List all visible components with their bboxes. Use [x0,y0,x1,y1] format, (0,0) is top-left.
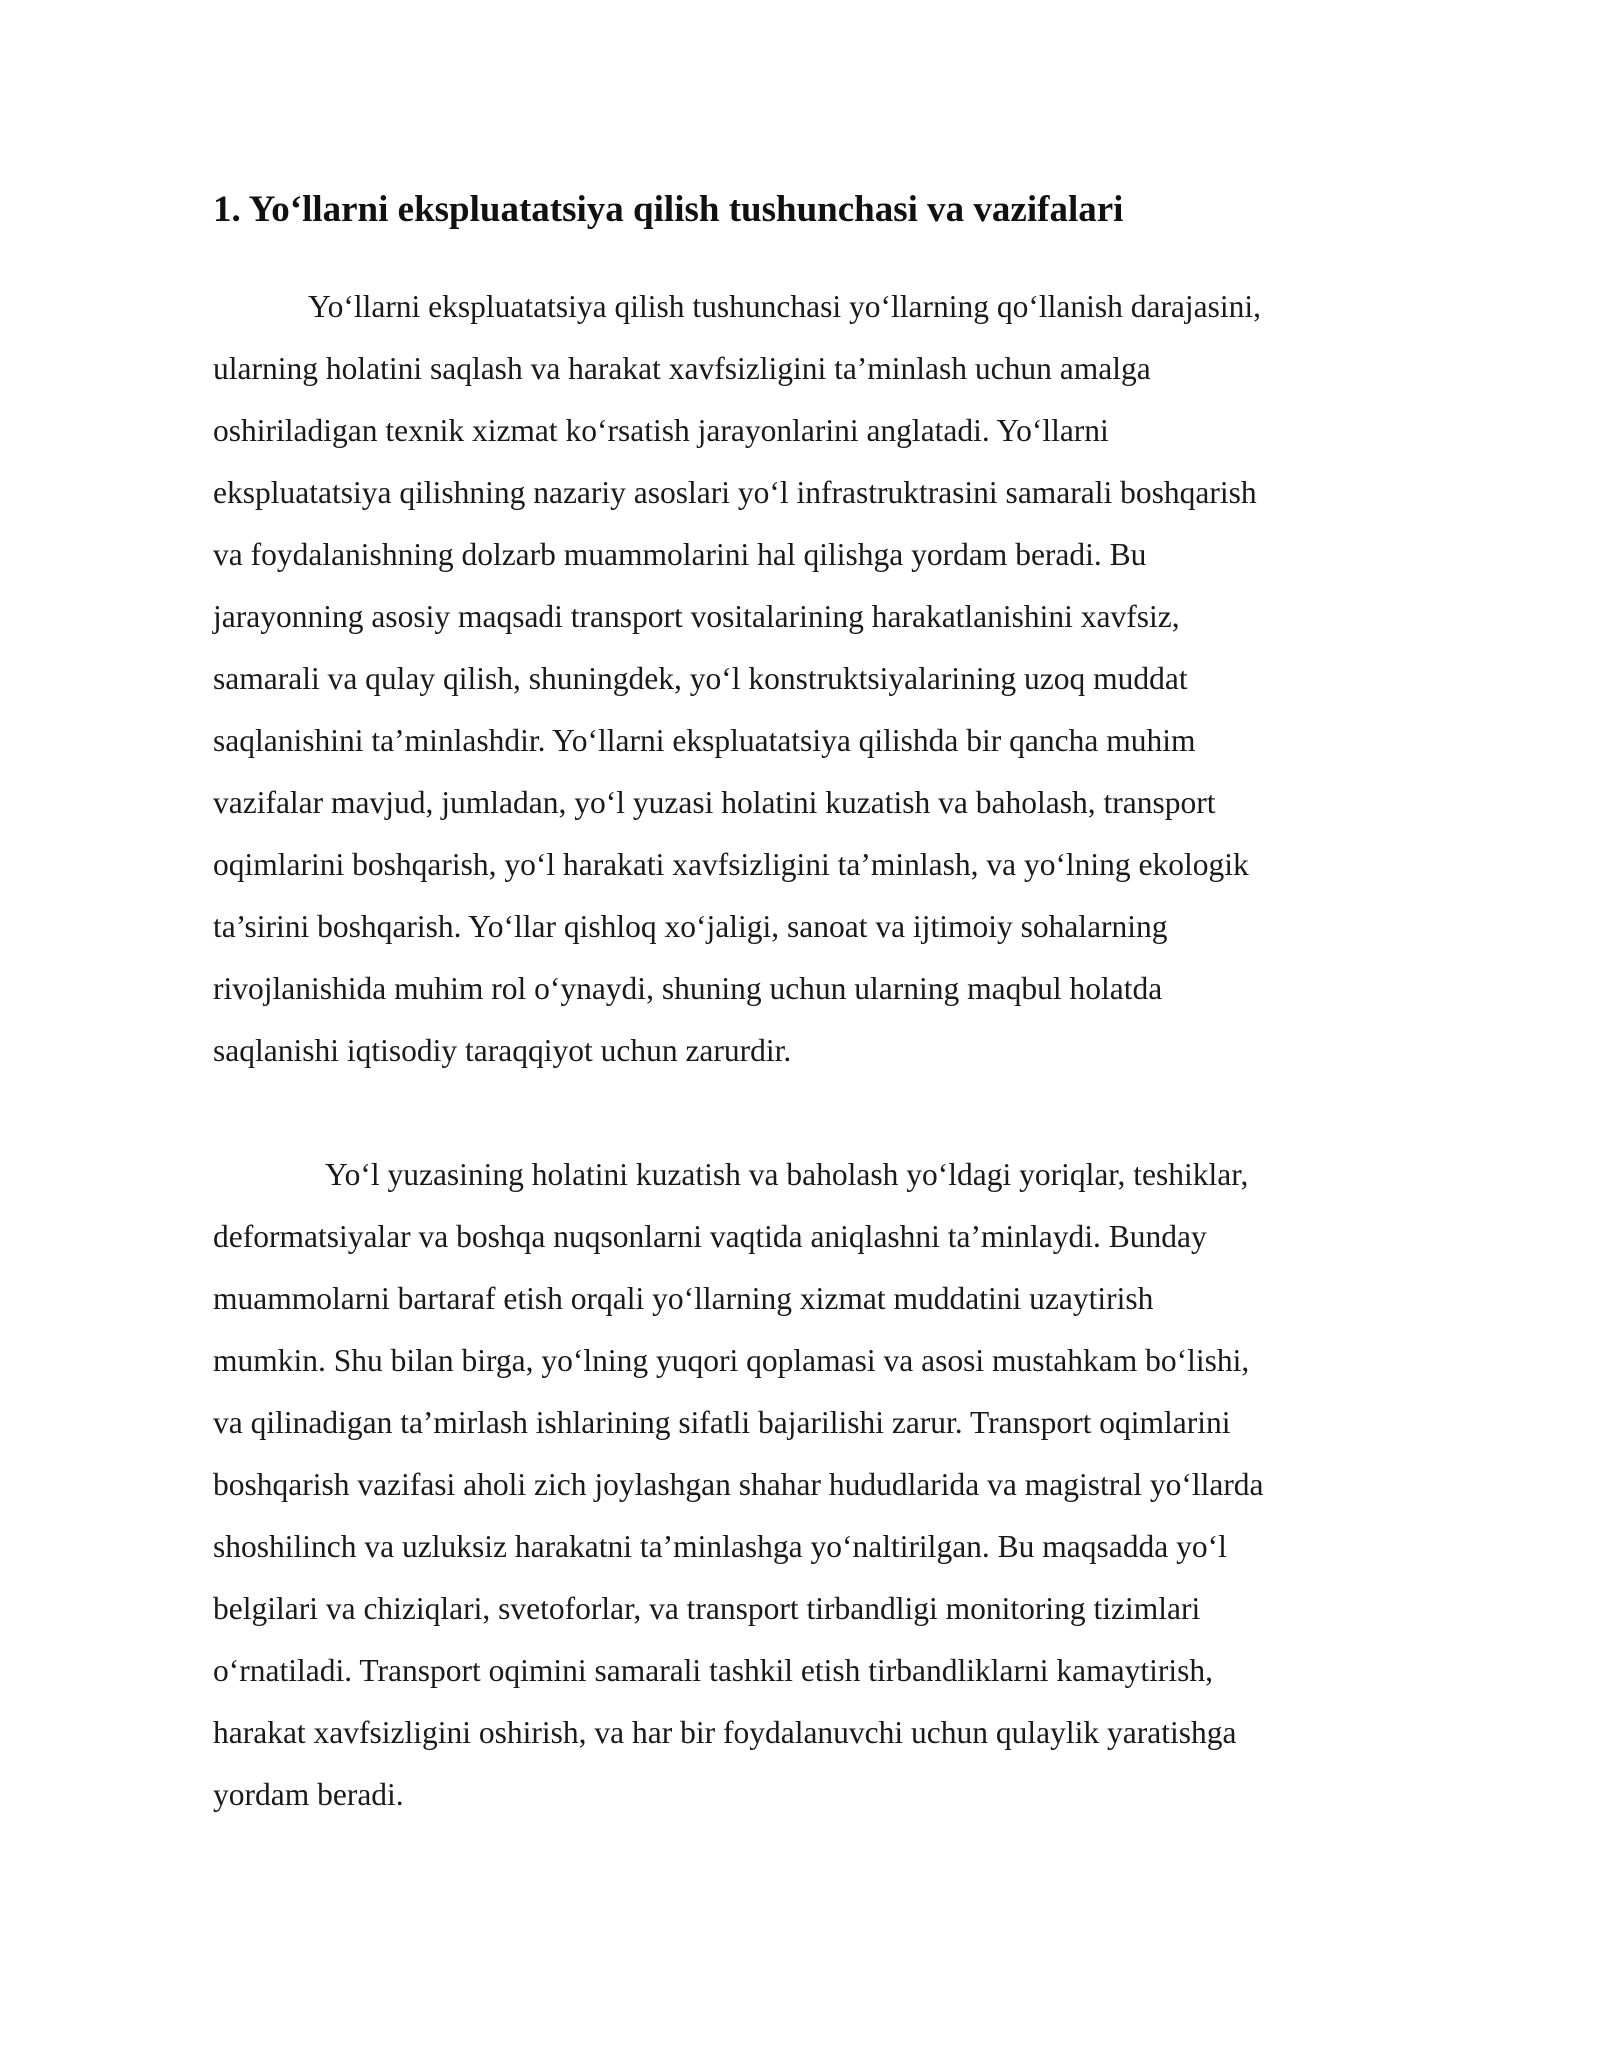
paragraph-line: ta’sirini boshqarish. Yo‘llar qishloq xo‘jaligi, sanoat va ijtimoiy sohalarning [213,909,1168,944]
paragraph-line: saqlanishini ta’minlashdir. Yo‘llarni ekspluatatsiya qilishda bir qancha muhim [213,723,1196,758]
paragraph-line: rivojlanishida muhim rol o‘ynaydi, shuning uchun ularning maqbul holatda [213,971,1163,1006]
paragraph-line: va foydalanishning dolzarb muammolarini hal qilishga yordam beradi. Bu [213,537,1147,572]
paragraph-line: harakat xavfsizligini oshirish, va har bir foydalanuvchi uchun qulaylik yaratishga [213,1715,1237,1750]
paragraph-line: Yo‘llarni ekspluatatsiya qilish tushunchasi yo‘llarning qo‘llanish darajasini, [308,289,1262,324]
paragraph-line: vazifalar mavjud, jumladan, yo‘l yuzasi holatini kuzatish va baholash, transport [213,785,1216,820]
paragraph-line: jarayonning asosiy maqsadi transport vositalarining harakatlanishini xavfsiz, [213,599,1180,634]
paragraph-line: oshiriladigan texnik xizmat ko‘rsatish jarayonlarini anglatadi. Yo‘llarni [213,413,1109,448]
paragraph-line: mumkin. Shu bilan birga, yo‘lning yuqori qoplamasi va asosi mustahkam bo‘lishi, [213,1343,1250,1378]
paragraph-line: samarali va qulay qilish, shuningdek, yo‘l konstruktsiyalarining uzoq muddat [213,661,1188,696]
paragraph-line: oqimlarini boshqarish, yo‘l harakati xavfsizligini ta’minlash, va yo‘lning ekologik [213,847,1249,882]
paragraph-line: belgilari va chiziqlari, svetoforlar, va transport tirbandligi monitoring tizimlari [213,1591,1201,1626]
paragraph-line: deformatsiyalar va boshqa nuqsonlarni vaqtida aniqlashni ta’minlaydi. Bunday [213,1219,1207,1254]
paragraph-line: va qilinadigan ta’mirlash ishlarining sifatli bajarilishi zarur. Transport oqimlarini [213,1405,1231,1440]
paragraph-line: muammolarni bartaraf etish orqali yo‘llarning xizmat muddatini uzaytirish [213,1281,1154,1316]
paragraph-line: ekspluatatsiya qilishning nazariy asoslari yo‘l infrastruktrasini samarali boshqarish [213,475,1257,510]
paragraph-line: Yo‘l yuzasining holatini kuzatish va baholash yo‘ldagi yoriqlar, teshiklar, [325,1157,1249,1192]
paragraph-line: saqlanishi iqtisodiy taraqqiyot uchun zarurdir. [213,1033,792,1068]
paragraph-line: shoshilinch va uzluksiz harakatni ta’minlashga yo‘naltirilgan. Bu maqsadda yo‘l [213,1529,1227,1564]
paragraph-line: o‘rnatiladi. Transport oqimini samarali tashkil etish tirbandliklarni kamaytirish, [213,1653,1213,1688]
paragraph-line: boshqarish vazifasi aholi zich joylashgan shahar hududlarida va magistral yo‘llarda [213,1467,1264,1502]
paragraph-line: ularning holatini saqlash va harakat xavfsizligini ta’minlash uchun amalga [213,351,1151,386]
section-heading: 1. Yo‘llarni ekspluatatsiya qilish tushunchasi va vazifalari [213,189,1124,230]
paragraph-line: yordam beradi. [213,1777,404,1812]
